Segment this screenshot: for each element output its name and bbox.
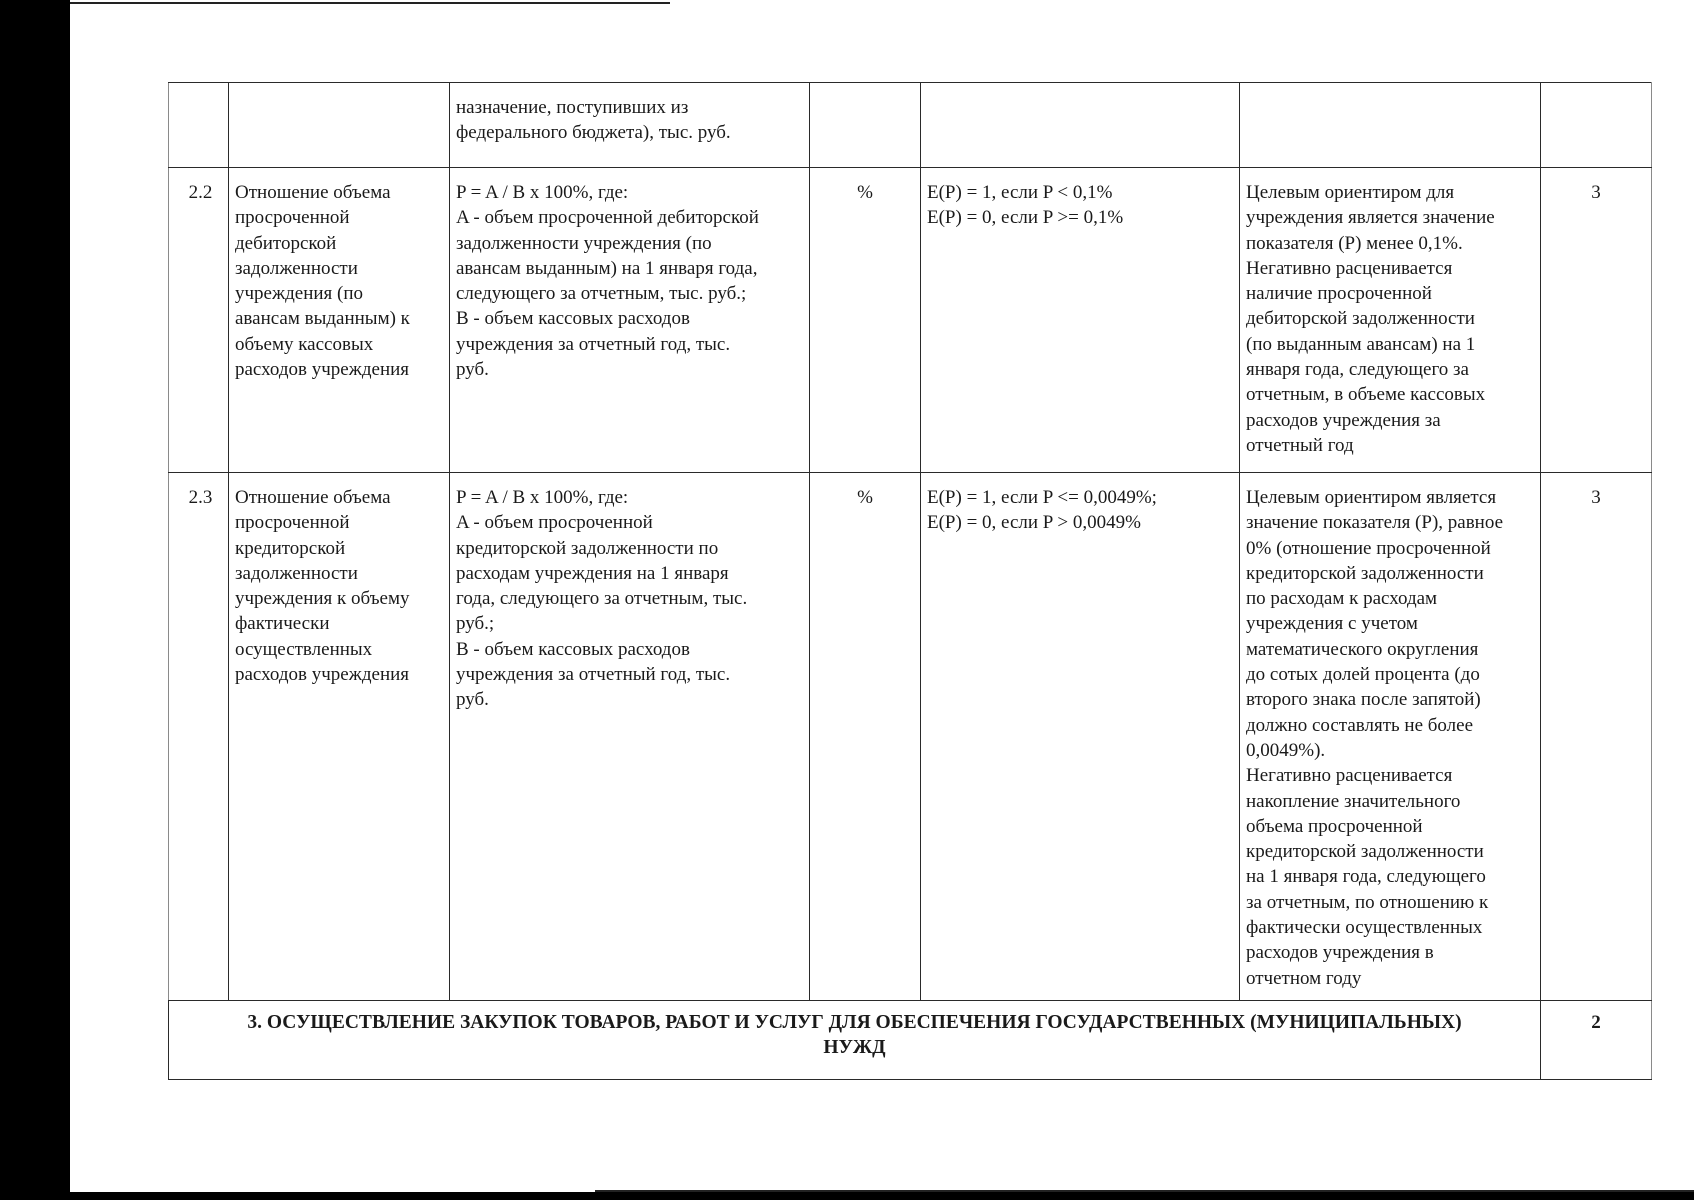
section-score: 2 <box>1541 1001 1652 1080</box>
cell-name: Отношение объема просроченной кредиторской задолженности учреждения к объему фактически осуществленных расходов учреждения <box>229 473 450 1001</box>
cell-score: 3 <box>1541 168 1652 473</box>
cell-name <box>229 83 450 168</box>
cell-unit: % <box>810 168 921 473</box>
table-row-continuation <box>169 83 1652 168</box>
cell-criteria <box>921 83 1240 168</box>
cell-unit <box>810 83 921 168</box>
cell-formula: P = A / B x 100%, где: A - объем просроченной кредиторской задолженности по расходам учреждения на 1 января года, следующего за отчетным, тыс. руб.; B - объем кассовых расходов учреждения за отчетный год, тыс. руб. <box>450 473 810 1001</box>
cell-num: 2.2 <box>169 168 229 473</box>
indicators-table <box>168 82 1652 1080</box>
cell-name: Отношение объема просроченной дебиторской задолженности учреждения (по авансам выданным) к объему кассовых расходов учреждения <box>229 168 450 473</box>
cell-unit: % <box>810 473 921 1001</box>
scan-top-line <box>70 2 670 4</box>
table-row-2-3 <box>169 473 1652 1001</box>
cell-formula: P = A / B x 100%, где: A - объем просроченной дебиторской задолженности учреждения (по авансам выданным) на 1 января года, следующего за отчетным, тыс. руб.; B - объем кассовых расходов учреждения за отчетный год, тыс. руб. <box>450 168 810 473</box>
cell-description: Целевым ориентиром является значение показателя (P), равное 0% (отношение просроченной кредиторской задолженности по расходам к расходам учреждения с учетом математического округления до сотых долей процента (до второго знака после запятой) должно составлять не более 0,0049%). Негативно расценивается накопление значительного объема просроченной кредиторской задолженности на 1 января года, следующего за отчетным, по отношению к фактически осуществленных расходов учреждения в отчетном году <box>1240 473 1541 1001</box>
cell-criteria: E(P) = 1, если P <= 0,0049%; E(P) = 0, если P > 0,0049% <box>921 473 1240 1001</box>
scan-bottom-border <box>0 1192 1694 1200</box>
cell-num: 2.3 <box>169 473 229 1001</box>
scan-left-border <box>0 0 70 1200</box>
cell-num <box>169 83 229 168</box>
cell-score <box>1541 83 1652 168</box>
cell-formula: назначение, поступивших из федерального бюджета), тыс. руб. <box>450 83 810 168</box>
section-heading-row <box>169 1001 1652 1080</box>
cell-criteria: E(P) = 1, если P < 0,1% E(P) = 0, если P >= 0,1% <box>921 168 1240 473</box>
cell-description <box>1240 83 1541 168</box>
section-title: 3. ОСУЩЕСТВЛЕНИЕ ЗАКУПОК ТОВАРОВ, РАБОТ И УСЛУГ ДЛЯ ОБЕСПЕЧЕНИЯ ГОСУДАРСТВЕННЫХ (МУНИЦИПАЛЬНЫХ) НУЖД <box>169 1001 1541 1080</box>
cell-score: 3 <box>1541 473 1652 1001</box>
table-row-2-2 <box>169 168 1652 473</box>
cell-description: Целевым ориентиром для учреждения является значение показателя (P) менее 0,1%. Негативно расценивается наличие просроченной дебиторской задолженности (по выданным авансам) на 1 января года, следующего за отчетным, в объеме кассовых расходов учреждения за отчетный год <box>1240 168 1541 473</box>
